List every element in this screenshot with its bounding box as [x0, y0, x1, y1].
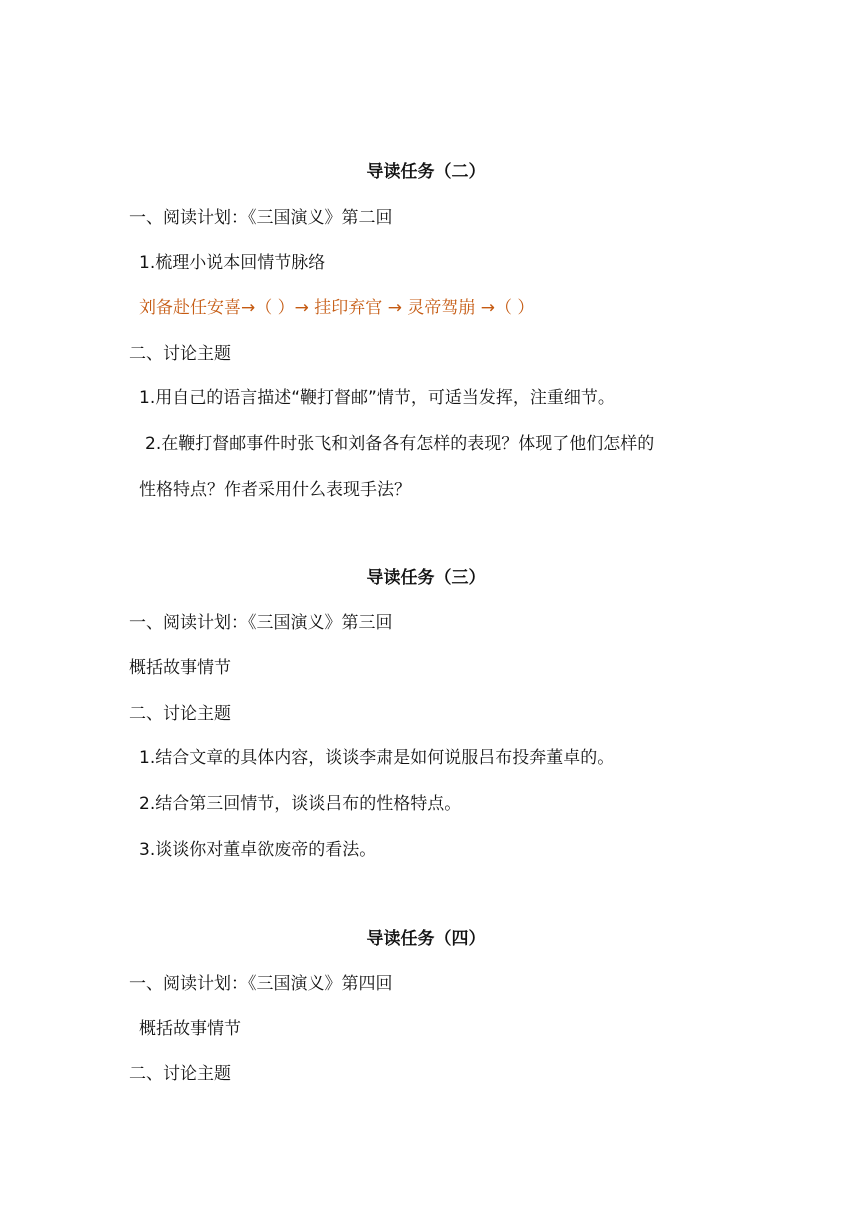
discussion-question: 1.用自己的语言描述“鞭打督邮”情节，可适当发挥，注重细节。 [139, 388, 615, 408]
task-item: 概括故事情节 [139, 1019, 241, 1039]
discussion-question-cont: 性格特点？作者采用什么表现手法？ [139, 480, 411, 500]
discussion-question: 1.结合文章的具体内容，谈谈李肃是如何说服吕布投奔董卓的。 [139, 748, 615, 768]
discussion-question: 2.在鞭打督邮事件时张飞和刘备各有怎样的表现？体现了他们怎样的 [145, 434, 655, 454]
discussion-heading: 二、讨论主题 [129, 704, 231, 724]
reading-plan: 一、阅读计划：《三国演义》第四回 [129, 974, 393, 994]
section-title: 导读任务（二） [366, 162, 486, 182]
discussion-heading: 二、讨论主题 [129, 1064, 231, 1084]
task-item: 概括故事情节 [129, 658, 231, 678]
discussion-question: 3.谈谈你对董卓欲废帝的看法。 [139, 840, 377, 860]
reading-plan: 一、阅读计划：《三国演义》第二回 [129, 208, 393, 228]
plot-flow: 刘备赴任安喜→（ ）→ 挂印弃官 → 灵帝驾崩 →（ ） [139, 298, 535, 318]
section-title: 导读任务（三） [366, 568, 486, 588]
discussion-question: 2.结合第三回情节，谈谈吕布的性格特点。 [139, 794, 462, 814]
task-item: 1.梳理小说本回情节脉络 [139, 253, 326, 273]
reading-plan: 一、阅读计划：《三国演义》第三回 [129, 613, 393, 633]
discussion-heading: 二、讨论主题 [129, 344, 231, 364]
section-title: 导读任务（四） [366, 929, 486, 949]
